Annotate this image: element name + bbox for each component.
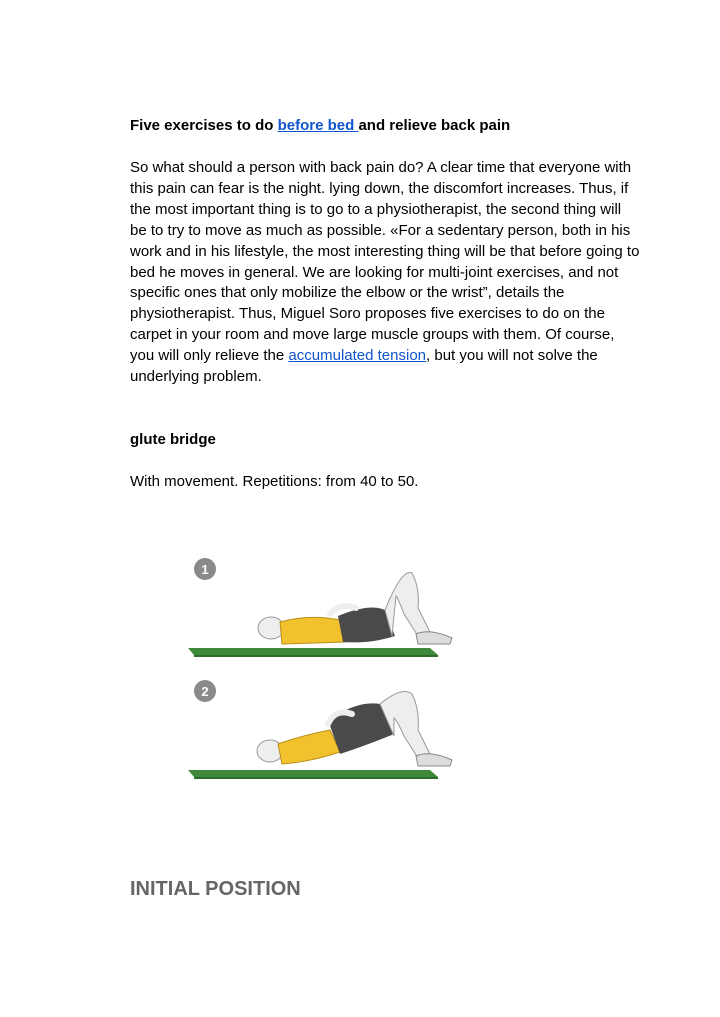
step-2-figure (188, 680, 452, 779)
accumulated-tension-link[interactable]: accumulated tension (288, 347, 427, 365)
exercise-name: glute bridge (130, 431, 216, 448)
glute-bridge-illustration (180, 548, 460, 798)
heading-text-start: Five exercises to do (130, 117, 278, 134)
article-heading (130, 116, 510, 136)
shirt-2 (278, 730, 340, 764)
paragraph-text-end: , but you will not solve the underlying problem. (130, 347, 598, 386)
shirt-1 (280, 617, 345, 644)
paragraph-text-start: So what should a person with back pain do? A clear time that everyone with this pain can fear is the night. lying down, the discomfort increases. Thus, if the most important thing is to go to a physiotherapist, the second thing will be to try to move as much as possible. «For a sedentary person, both in his work and in his lifestyle, the most interesting thing will be that before going to bed he moves in general. We are looking for multi-joint exercises, and not specific ones that only mobilize the elbow or the wrist”, details the physiotherapist. Thus, Miguel Soro proposes five exercises to do on the carpet in your room and move large muscle groups with them. Of course, you will only relieve the (130, 159, 640, 365)
before-bed-link[interactable]: before bed (277, 117, 359, 134)
section-title: INITIAL POSITION (130, 878, 301, 900)
intro-paragraph (130, 158, 640, 388)
step-1-figure (188, 558, 452, 657)
step-1-number: 1 (201, 562, 209, 577)
heading-text-end: and relieve back pain (358, 117, 511, 134)
step-2-number: 2 (201, 684, 209, 699)
exercise-mat-2 (188, 770, 438, 777)
legs-1 (385, 572, 430, 636)
exercise-mat-1 (188, 648, 438, 655)
shoes-2 (416, 754, 452, 766)
shoes-1 (416, 632, 452, 644)
exercise-description: With movement. Repetitions: from 40 to 50. (130, 473, 419, 490)
